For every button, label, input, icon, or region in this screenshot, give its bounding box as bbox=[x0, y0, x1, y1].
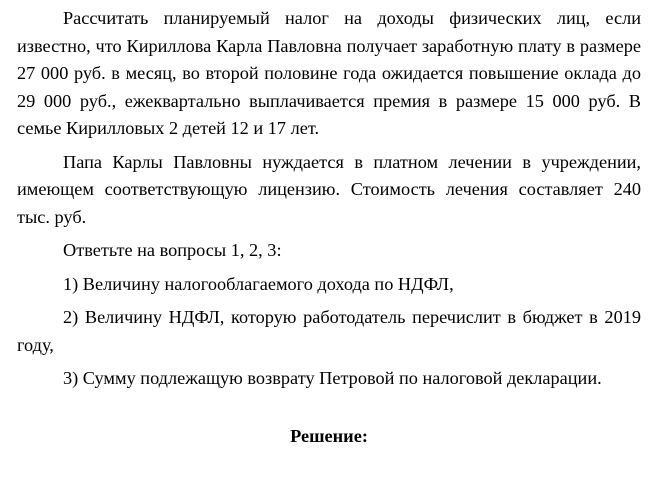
document-body bbox=[17, 5, 641, 450]
question-3: 3) Сумму подлежащую возврату Петровой по налоговой декларации. bbox=[63, 368, 602, 388]
question-2: 2) Величину НДФЛ, которую работодатель перечислит в бюджет в 2019 году, bbox=[17, 307, 641, 355]
question-1: 1) Величину налогооблагаемого дохода по НДФЛ, bbox=[63, 273, 454, 294]
treatment-paragraph: Папа Карлы Павловны нуждается в платном лечении в учреждении, имеющем соответствующую лицензию. Стоимость лечения составляет 240 тыс. руб. bbox=[17, 151, 641, 227]
questions-intro: Ответьте на вопросы 1, 2, 3: bbox=[63, 240, 282, 260]
task-paragraph: Рассчитать планируемый налог на доходы физических лиц, если известно, что Кириллова Карла Павловна получает заработную плату в размере 27 000 руб. в месяц, во второй половине года ожидается повышение оклада до 29 000 руб., ежеквартально выплачивается премия в размере 15 000 руб. В семье Кирилловых 2 детей 12 и 17 лет. bbox=[17, 8, 641, 138]
solution-heading: Решение: bbox=[290, 425, 368, 446]
